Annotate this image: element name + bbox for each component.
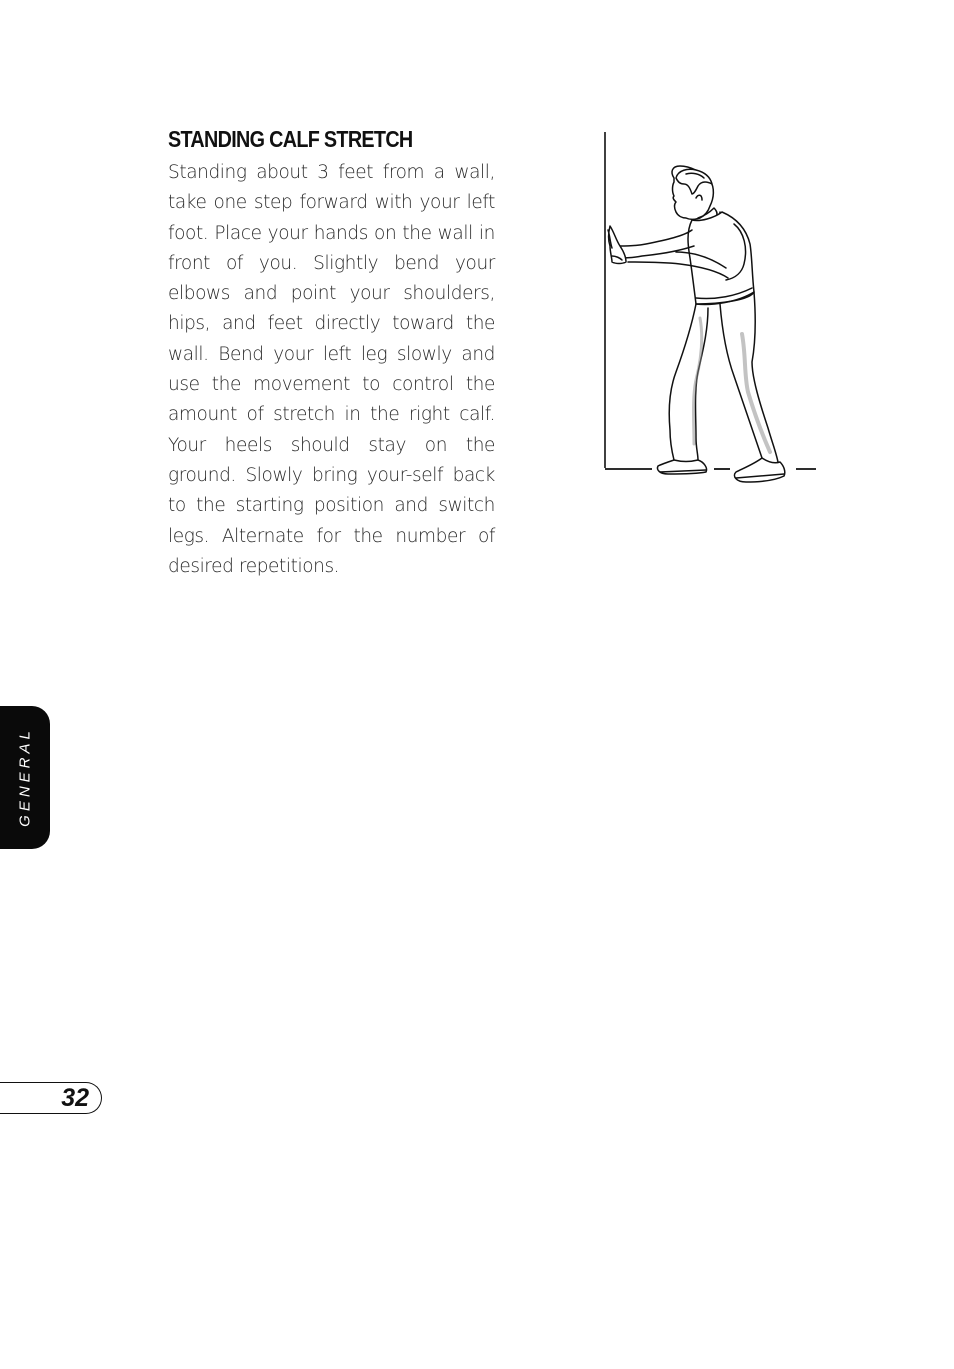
instructions-text: Standing about 3 feet from a wall, take one step forward with your left foot. Place your hands on the wall in front of you. Slightly bend your elbows and point your shoulders, hips, and feet directly toward the wall. Bend your left leg slowly and use the movement to control the amount of stretch in the right calf. Your heels should stay on the ground. Slowly bring your-self back to the starting position and switch legs. Alternate for the number of desired repetitions. [168,162,495,577]
calf-stretch-illustration [596,128,822,493]
page-number: 32 [61,1084,89,1112]
page-number-tab [0,1082,102,1114]
section-side-tab [0,706,50,849]
arm-upper [620,230,692,246]
torso [688,212,754,304]
section-title: STANDING CALF STRETCH [168,126,413,152]
front-leg [669,304,696,460]
side-tab-label: GENERAL [16,727,34,827]
